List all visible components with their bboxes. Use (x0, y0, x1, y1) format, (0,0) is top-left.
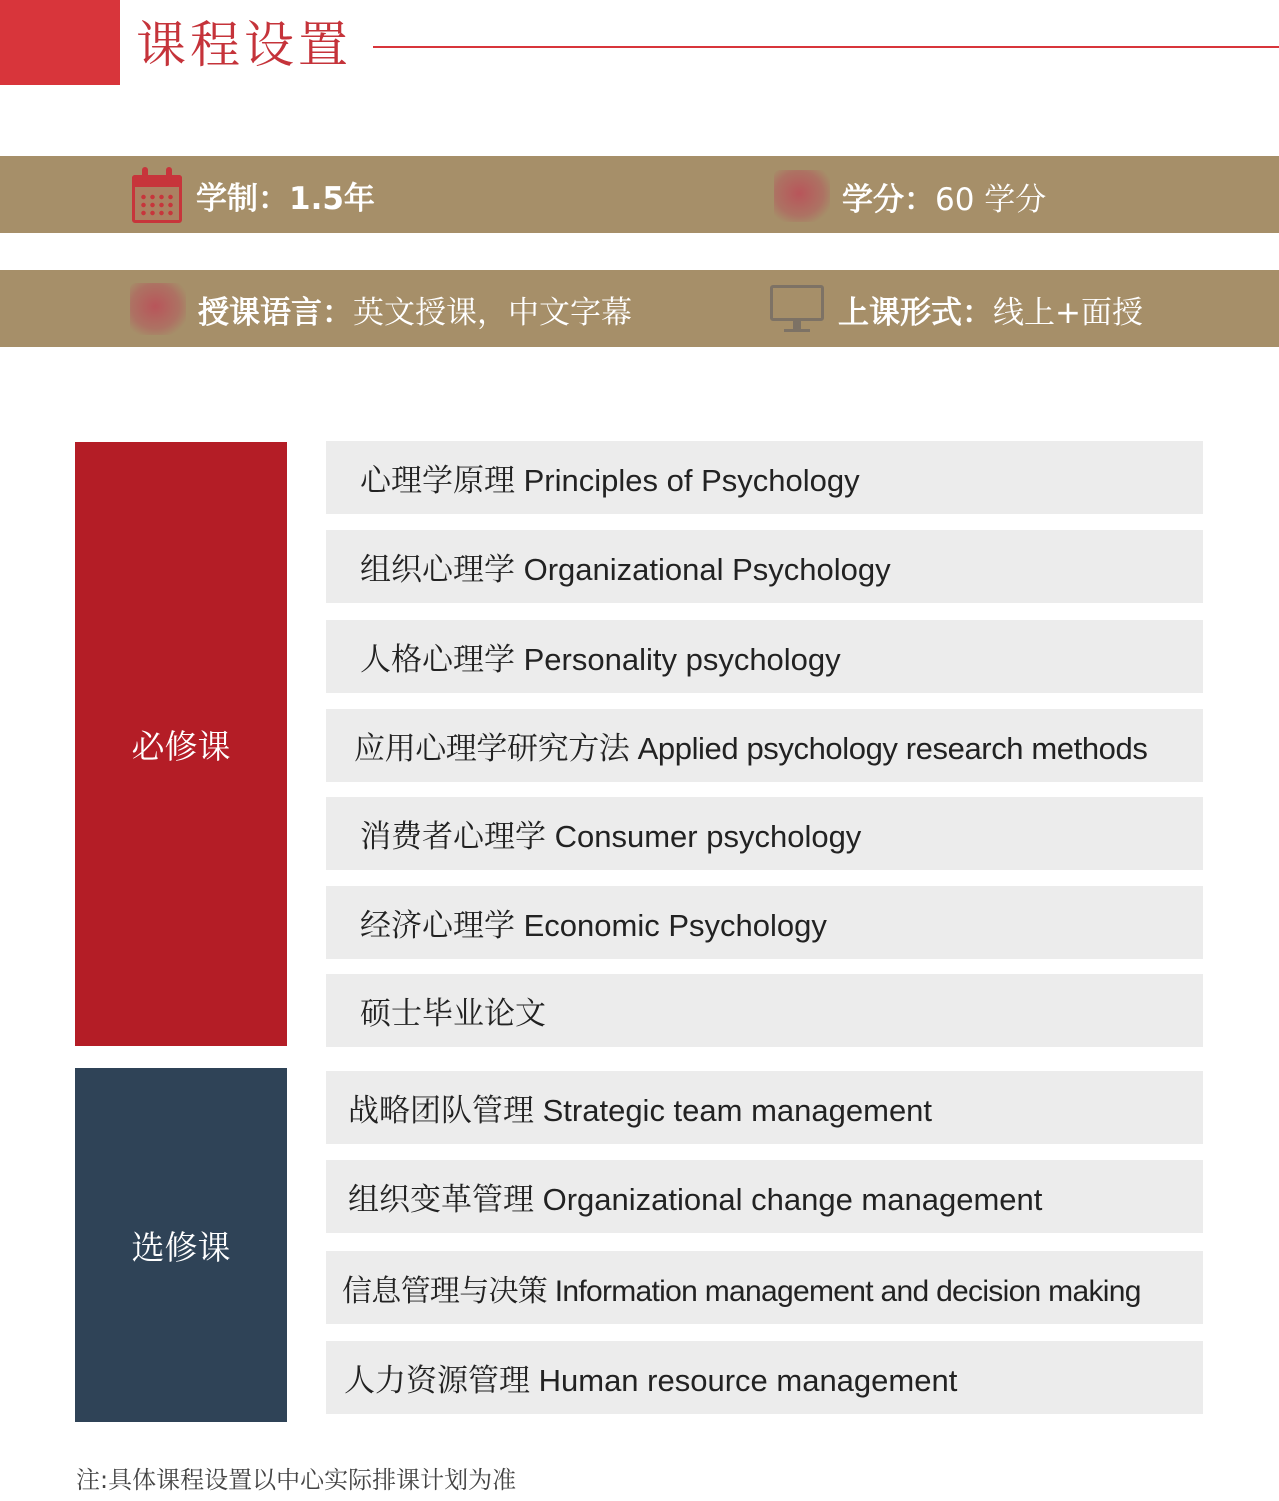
page-title: 课程设置 (136, 16, 352, 74)
elective-label: 选修课 (131, 1227, 231, 1267)
elective-category (75, 1068, 287, 1422)
format-label: 上课形式： (838, 294, 993, 331)
course-row: 心理学原理 Principles of Psychology (326, 441, 1203, 514)
language-icon (130, 283, 186, 335)
credits-label: 学分： (842, 181, 935, 218)
format-value: 线上+面授 (993, 294, 1143, 331)
required-label: 必修课 (131, 726, 231, 766)
duration-label: 学制： (196, 180, 289, 217)
info-language (130, 281, 632, 337)
course-row: 战略团队管理 Strategic team management (326, 1071, 1203, 1144)
language-value: 英文授课，中文字幕 (353, 294, 632, 331)
course-row: 消费者心理学 Consumer psychology (326, 797, 1203, 870)
duration-value: 1.5年 (289, 180, 375, 217)
info-credits (774, 168, 1046, 224)
course-row: 人格心理学 Personality psychology (326, 620, 1203, 693)
header-accent-block (0, 0, 120, 85)
course-row: 硕士毕业论文 (326, 974, 1203, 1047)
language-label: 授课语言： (198, 294, 353, 331)
credits-value: 60 学分 (935, 181, 1047, 218)
info-format (768, 281, 1143, 337)
course-row: 经济心理学 Economic Psychology (326, 886, 1203, 959)
course-row: 人力资源管理 Human resource management (326, 1341, 1203, 1414)
course-row: 应用心理学研究方法 Applied psychology research methods (326, 709, 1203, 782)
title-divider (373, 46, 1279, 48)
calendar-icon (130, 165, 184, 225)
info-duration (130, 165, 375, 225)
required-category (75, 442, 287, 1046)
course-row: 组织心理学 Organizational Psychology (326, 530, 1203, 603)
footnote: 注:具体课程设置以中心实际排课计划为准 (76, 1466, 517, 1494)
course-row: 信息管理与决策 Information management and decision making (326, 1251, 1203, 1324)
credits-icon (774, 170, 830, 222)
monitor-icon (768, 281, 826, 337)
course-row: 组织变革管理 Organizational change management (326, 1160, 1203, 1233)
